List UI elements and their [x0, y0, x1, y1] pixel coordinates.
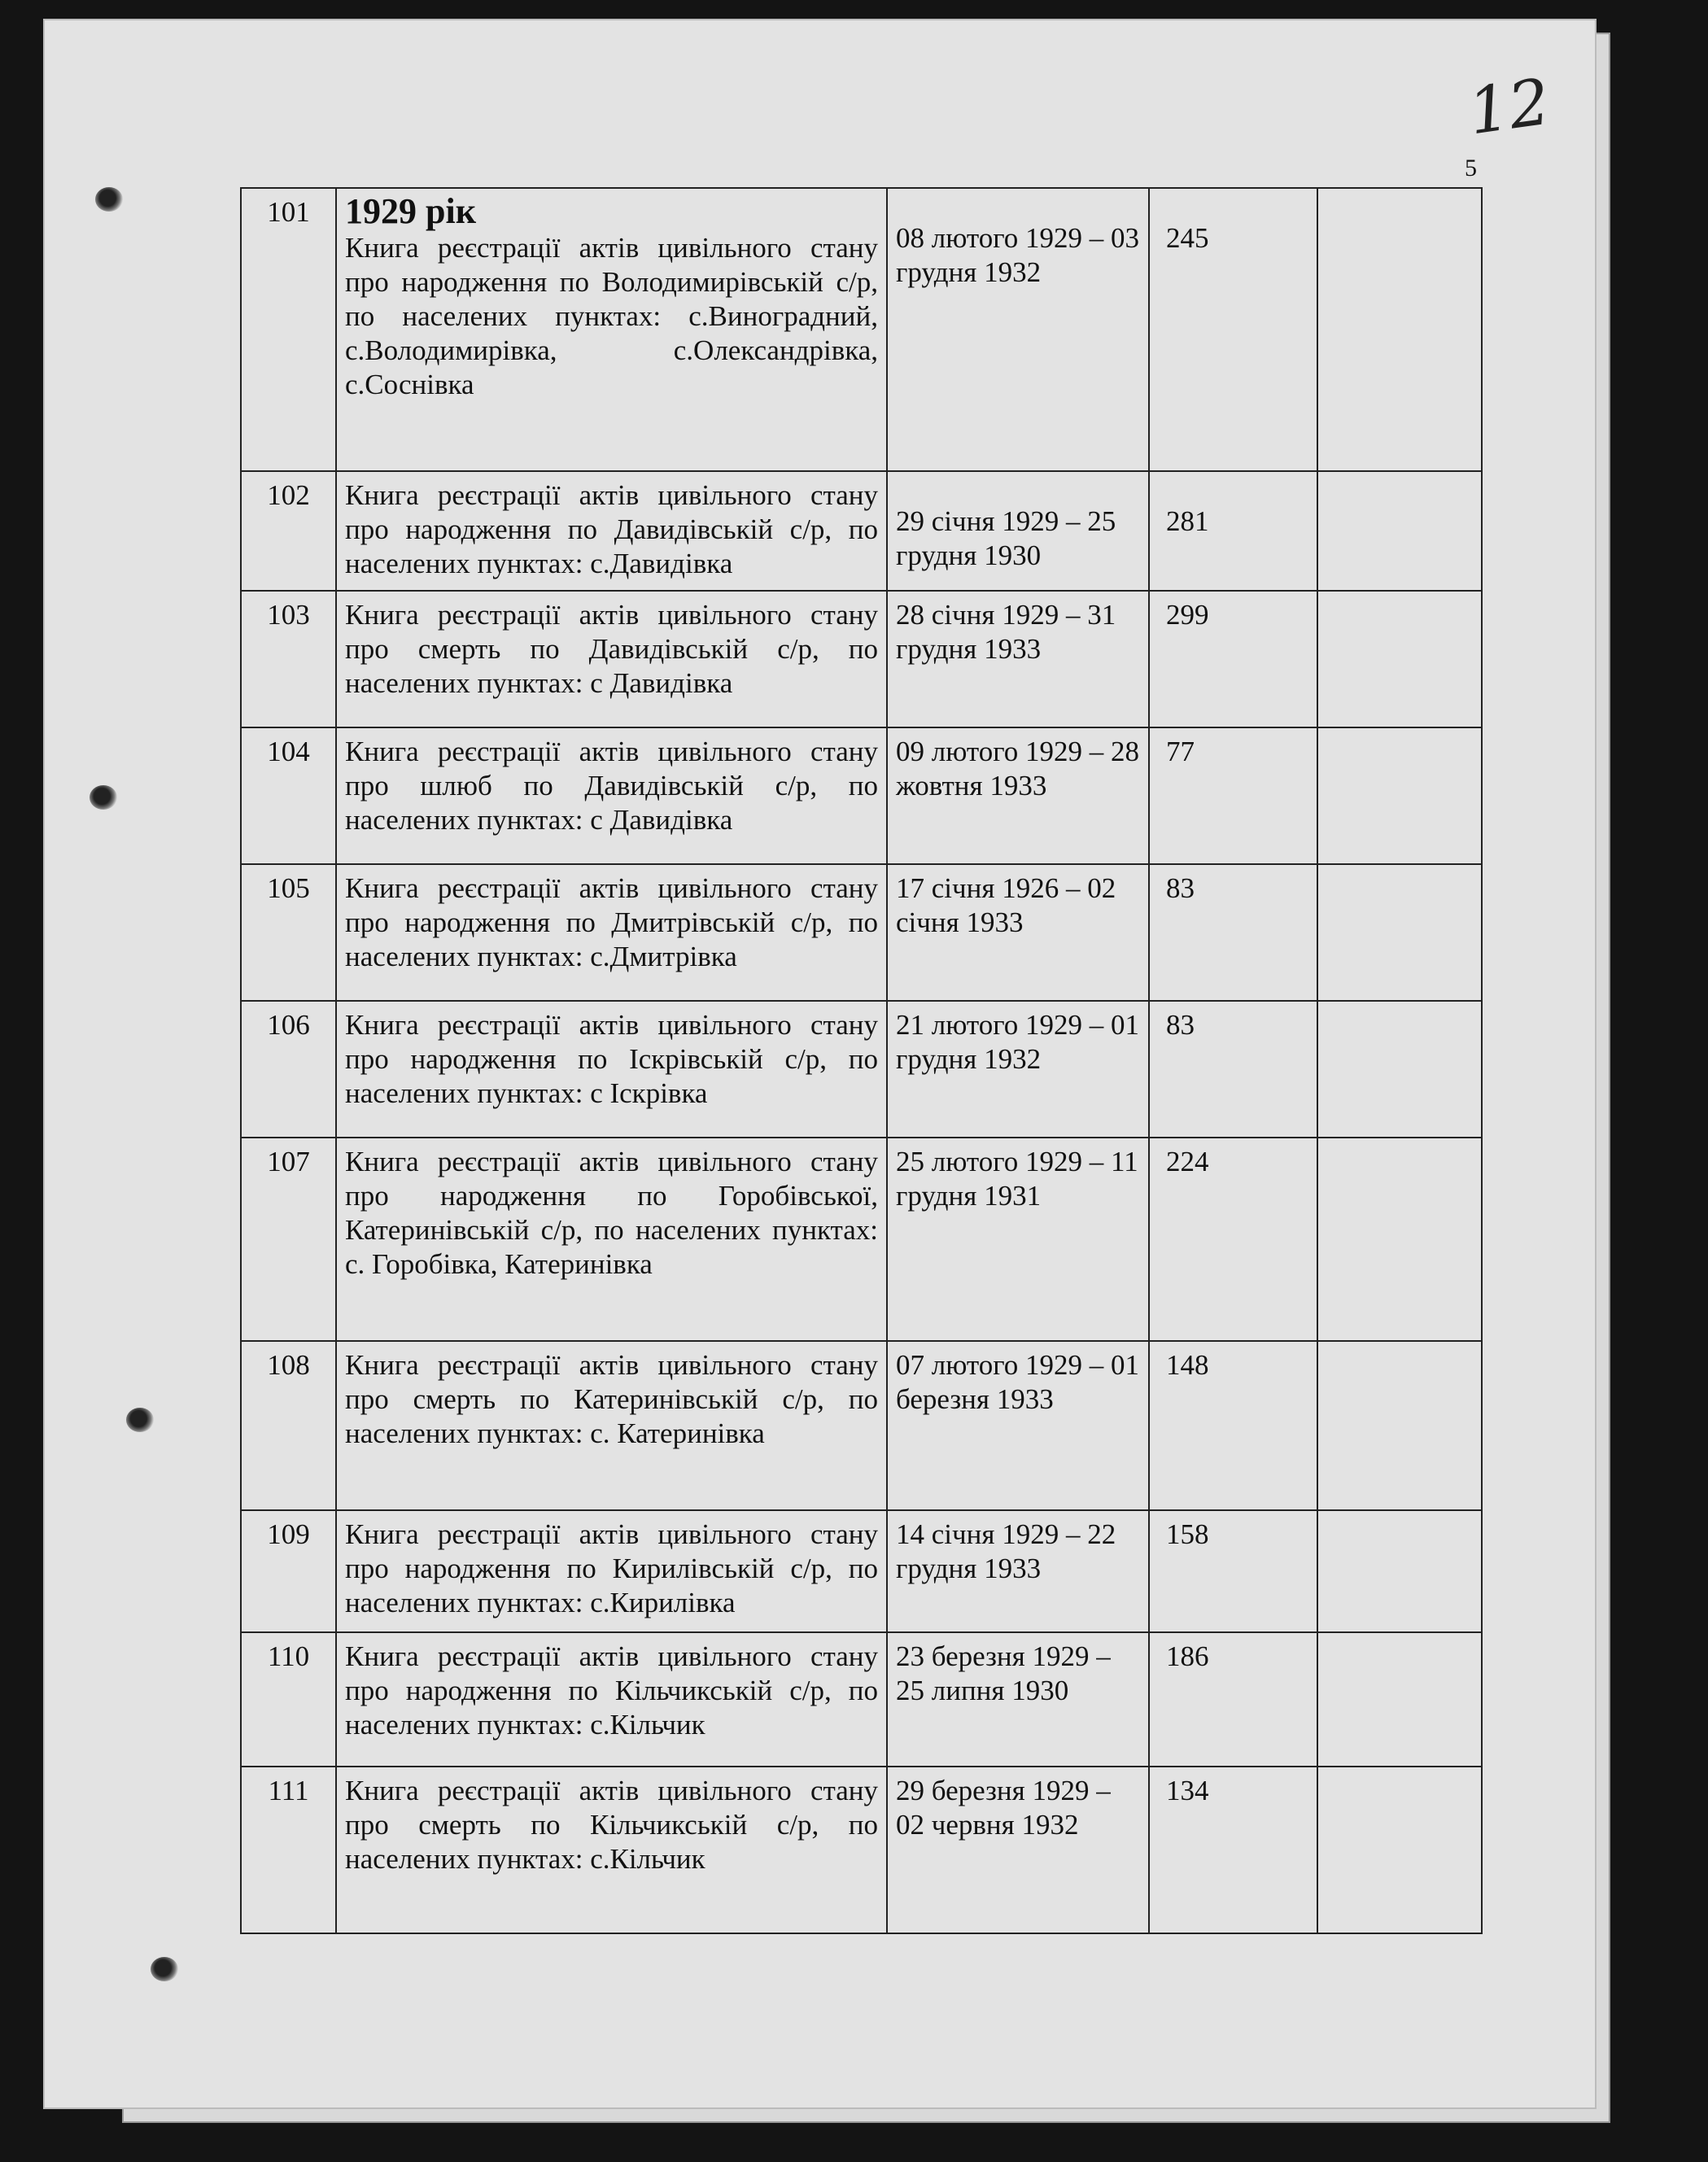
- item-number: 102: [241, 471, 336, 591]
- item-description: Книга реєстрації актів цивільного стану про народження по Кирилівській с/р, по населених пунктах: с.Кирилівка: [336, 1510, 887, 1632]
- item-notes: [1317, 727, 1482, 864]
- item-dates: 25 лютого 1929 – 11 грудня 1931: [887, 1138, 1149, 1341]
- item-count: 134: [1149, 1767, 1317, 1933]
- item-count: 224: [1149, 1138, 1317, 1341]
- item-dates: 21 лютого 1929 – 01 грудня 1932: [887, 1001, 1149, 1138]
- item-notes: [1317, 591, 1482, 727]
- item-number: 105: [241, 864, 336, 1001]
- document-page: [45, 20, 1595, 2107]
- item-count: 158: [1149, 1510, 1317, 1632]
- table-row: [241, 1138, 1482, 1341]
- item-dates: 09 лютого 1929 – 28 жовтня 1933: [887, 727, 1149, 864]
- page-number: 5: [1465, 155, 1477, 181]
- table-row: [241, 471, 1482, 591]
- item-notes: [1317, 864, 1482, 1001]
- table-row: [241, 864, 1482, 1001]
- item-description: Книга реєстрації актів цивільного стану про народження по Володимирівській с/р, по населених пунктах: с.Виноградний, с.Володимирівка, с.Олександрівка, с.Соснівка: [345, 232, 878, 400]
- item-description: Книга реєстрації актів цивільного стану про смерть по Кільчикській с/р, по населених пунктах: с.Кільчик: [336, 1767, 887, 1933]
- item-number: 106: [241, 1001, 336, 1138]
- item-number: 104: [241, 727, 336, 864]
- item-count: 299: [1149, 591, 1317, 727]
- table-row: [241, 1341, 1482, 1510]
- item-notes: [1317, 1001, 1482, 1138]
- punch-hole: [95, 187, 123, 212]
- item-description: Книга реєстрації актів цивільного стану про народження по Давидівській с/р, по населених пунктах: с.Давидівка: [336, 471, 887, 591]
- item-dates: 29 березня 1929 – 02 червня 1932: [887, 1767, 1149, 1933]
- table-row: [241, 188, 1482, 471]
- table-row: [241, 591, 1482, 727]
- item-notes: [1317, 188, 1482, 471]
- item-description: Книга реєстрації актів цивільного стану про смерть по Катеринівській с/р, по населених пунктах: с. Катеринівка: [336, 1341, 887, 1510]
- item-dates: 07 лютого 1929 – 01 березня 1933: [887, 1341, 1149, 1510]
- item-dates: 14 січня 1929 – 22 грудня 1933: [887, 1510, 1149, 1632]
- item-description: Книга реєстрації актів цивільного стану про народження по Дмитрівській с/р, по населених пунктах: с.Дмитрівка: [336, 864, 887, 1001]
- item-count: 281: [1149, 471, 1317, 591]
- item-dates: 29 січня 1929 – 25 грудня 1930: [887, 471, 1149, 591]
- table-row: [241, 1001, 1482, 1138]
- item-description: Книга реєстрації актів цивільного стану про народження по Іскрівській с/р, по населених пунктах: с Іскрівка: [336, 1001, 887, 1138]
- punch-hole: [90, 785, 117, 810]
- item-number: 111: [241, 1767, 336, 1933]
- item-notes: [1317, 1767, 1482, 1933]
- punch-hole: [126, 1408, 154, 1432]
- punch-hole: [151, 1957, 178, 1981]
- item-count: 245: [1149, 188, 1317, 471]
- item-description: Книга реєстрації актів цивільного стану про смерть по Давидівській с/р, по населених пунктах: с Давидівка: [336, 591, 887, 727]
- item-number: 107: [241, 1138, 336, 1341]
- item-count: 83: [1149, 864, 1317, 1001]
- item-description: Книга реєстрації актів цивільного стану про шлюб по Давидівській с/р, по населених пунктах: с Давидівка: [336, 727, 887, 864]
- table-row: [241, 1632, 1482, 1767]
- item-number: 103: [241, 591, 336, 727]
- item-count: 77: [1149, 727, 1317, 864]
- archive-inventory-table: [240, 187, 1483, 1934]
- table-row: [241, 1510, 1482, 1632]
- table-row: [241, 1767, 1482, 1933]
- item-description: Книга реєстрації актів цивільного стану про народження по Кільчикській с/р, по населених пунктах: с.Кільчик: [336, 1632, 887, 1767]
- year-heading: 1929 рік: [345, 191, 477, 231]
- item-count: 148: [1149, 1341, 1317, 1510]
- item-number: 101: [241, 188, 336, 471]
- item-dates: 17 січня 1926 – 02 січня 1933: [887, 864, 1149, 1001]
- table-row: [241, 727, 1482, 864]
- item-number: 108: [241, 1341, 336, 1510]
- item-number: 109: [241, 1510, 336, 1632]
- item-dates: 08 лютого 1929 – 03 грудня 1932: [887, 188, 1149, 471]
- item-dates: 28 січня 1929 – 31 грудня 1933: [887, 591, 1149, 727]
- item-notes: [1317, 471, 1482, 591]
- item-notes: [1317, 1510, 1482, 1632]
- item-notes: [1317, 1632, 1482, 1767]
- item-dates: 23 березня 1929 – 25 липня 1930: [887, 1632, 1149, 1767]
- handwritten-folio-number: 12: [1464, 65, 1555, 150]
- item-count: 83: [1149, 1001, 1317, 1138]
- item-count: 186: [1149, 1632, 1317, 1767]
- item-description-cell: [336, 188, 887, 471]
- item-description: Книга реєстрації актів цивільного стану про народження по Горобівської, Катеринівській с/р, по населених пунктах: с. Горобівка, Катеринівка: [336, 1138, 887, 1341]
- item-notes: [1317, 1341, 1482, 1510]
- item-number: 110: [241, 1632, 336, 1767]
- item-notes: [1317, 1138, 1482, 1341]
